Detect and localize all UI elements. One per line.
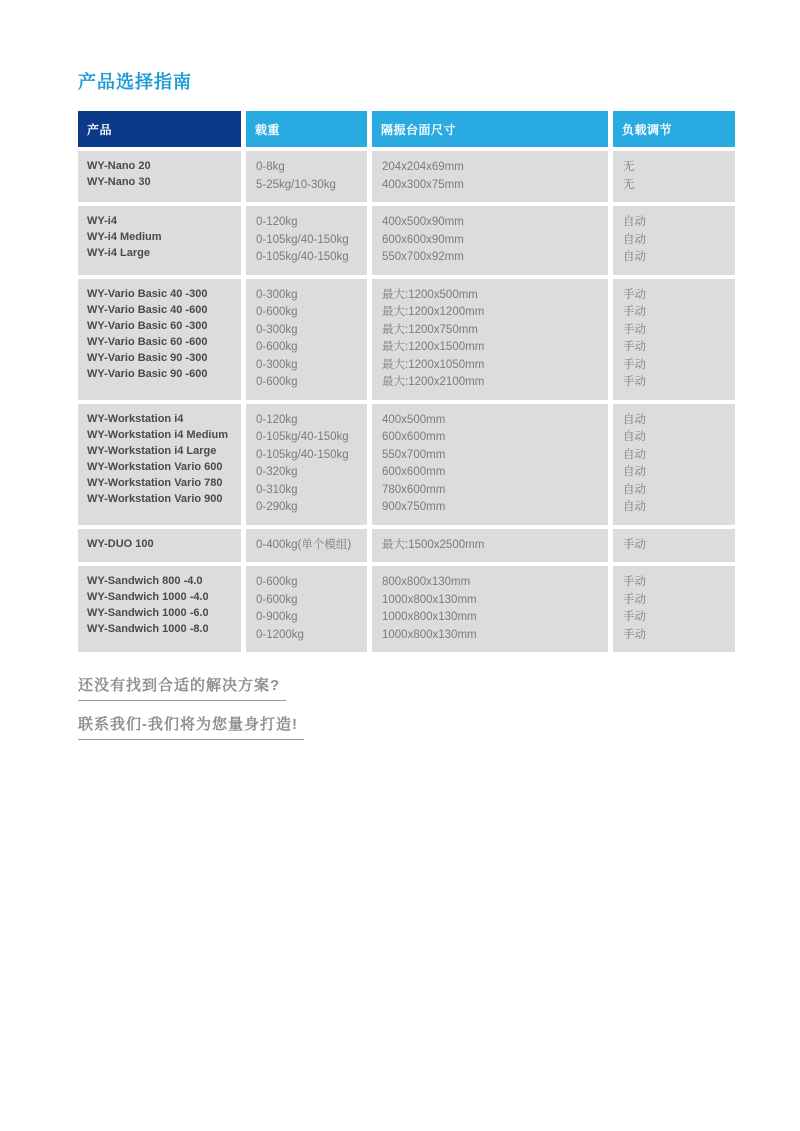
cell-line: 手动: [623, 341, 646, 353]
cell-line: WY-DUO 100: [87, 537, 154, 550]
table-cell-product: [78, 206, 241, 275]
header-load: 载重: [246, 111, 367, 147]
cell-line: 0-105kg/40-150kg: [256, 233, 349, 246]
cell-line: WY-Workstation Vario 780: [87, 476, 223, 489]
cell-line: 1000x800x130mm: [382, 593, 477, 606]
cell-line: WY-Sandwich 1000 -6.0: [87, 607, 209, 619]
cell-line: 900x750mm: [382, 501, 446, 513]
cell-line: 1000x800x130mm: [382, 611, 477, 623]
cell-line: 无: [623, 161, 635, 173]
table-cell-product: [78, 404, 241, 525]
table-cell-load: [246, 206, 367, 275]
table-row: [78, 404, 735, 525]
cell-line: 手动: [623, 358, 646, 371]
header-size: 隔振台面尺寸: [372, 111, 608, 147]
cell-line: WY-Nano 20: [87, 160, 151, 172]
cell-line: 手动: [623, 628, 646, 641]
cell-line: 手动: [623, 538, 646, 551]
table-cell-product: [78, 566, 241, 652]
cta-line-2: [78, 713, 735, 740]
cell-line: WY-Workstation i4 Medium: [87, 428, 228, 441]
cell-line: 0-8kg: [256, 161, 285, 173]
cell-line: 0-320kg: [256, 466, 298, 478]
cell-line: 自动: [623, 233, 646, 246]
cell-line: WY-Nano 30: [87, 176, 151, 188]
cta-block: [78, 674, 735, 740]
cell-line: 自动: [623, 466, 646, 478]
cell-line: 自动: [623, 431, 646, 443]
cell-line: 0-105kg/40-150kg: [256, 431, 349, 443]
table-body: [78, 151, 735, 652]
cell-line: 0-600kg: [256, 593, 298, 606]
cell-line: WY-Workstation Vario 900: [87, 492, 223, 505]
cell-line: WY-Sandwich 1000 -4.0: [87, 591, 209, 603]
cell-line: 0-400kg(单个模组): [256, 538, 352, 551]
table-row: [78, 206, 735, 275]
cta-contact-text: 联系我们-我们将为您量身打造!: [78, 713, 304, 740]
cell-line: WY-Workstation i4: [87, 412, 184, 425]
cell-line: 780x600mm: [382, 483, 446, 496]
cell-line: 最大:1500x2500mm: [382, 538, 485, 551]
cell-line: 0-300kg: [256, 323, 298, 336]
cell-line: 0-600kg: [256, 576, 298, 588]
cell-line: 手动: [623, 593, 646, 606]
table-cell-product: [78, 529, 241, 563]
content-area: [78, 68, 735, 752]
table-cell-size: [372, 566, 608, 652]
table-cell-product: [78, 279, 241, 400]
cell-line: 最大:1200x1200mm: [382, 306, 485, 318]
table-cell-size: [372, 279, 608, 400]
cell-line: 最大:1200x750mm: [382, 323, 478, 336]
cell-line: 0-300kg: [256, 288, 298, 301]
cell-line: 自动: [623, 448, 646, 461]
table-cell-adjust: [613, 151, 735, 202]
cell-line: 自动: [623, 251, 646, 263]
table-cell-product: [78, 151, 241, 202]
table-cell-adjust: [613, 566, 735, 652]
cell-line: 最大:1200x2100mm: [382, 376, 485, 388]
cell-line: WY-i4: [87, 215, 117, 227]
cell-line: 204x204x69mm: [382, 161, 464, 173]
table-header-row: [78, 111, 735, 147]
cell-line: 0-900kg: [256, 611, 298, 623]
cell-line: WY-Vario Basic 90 -600: [87, 367, 208, 380]
cell-line: 自动: [623, 501, 646, 513]
cell-line: 最大:1200x500mm: [382, 288, 478, 301]
table-cell-size: [372, 404, 608, 525]
table-cell-adjust: [613, 404, 735, 525]
table-cell-load: [246, 529, 367, 563]
cell-line: 自动: [623, 216, 646, 228]
table-cell-adjust: [613, 206, 735, 275]
cell-line: 0-120kg: [256, 216, 298, 228]
page-title: 产品选择指南: [78, 72, 192, 92]
table-cell-size: [372, 206, 608, 275]
cell-line: 手动: [623, 611, 646, 623]
cell-line: 0-600kg: [256, 341, 298, 353]
table-cell-load: [246, 404, 367, 525]
cell-line: 1000x800x130mm: [382, 628, 477, 641]
cell-line: WY-Sandwich 800 -4.0: [87, 575, 203, 587]
cell-line: WY-Vario Basic 90 -300: [87, 351, 208, 364]
cell-line: 0-290kg: [256, 501, 298, 513]
cta-line-1: [78, 674, 735, 701]
cell-line: 最大:1200x1050mm: [382, 358, 485, 371]
cell-line: 550x700mm: [382, 448, 446, 461]
cell-line: 自动: [623, 483, 646, 496]
cell-line: 600x600x90mm: [382, 233, 464, 246]
cell-line: 无: [623, 178, 635, 191]
header-product: 产品: [78, 111, 241, 147]
product-selection-table: [78, 111, 735, 652]
table-cell-load: [246, 279, 367, 400]
cell-line: 400x300x75mm: [382, 178, 464, 191]
cell-line: 600x600mm: [382, 431, 446, 443]
table-row: [78, 529, 735, 563]
table-cell-adjust: [613, 279, 735, 400]
header-adjust: 负载调节: [613, 111, 735, 147]
cell-line: 5-25kg/10-30kg: [256, 178, 336, 191]
cell-line: 0-300kg: [256, 358, 298, 371]
table-row: [78, 566, 735, 652]
cell-line: WY-Workstation Vario 600: [87, 460, 223, 473]
cell-line: 自动: [623, 413, 646, 426]
table-cell-size: [372, 529, 608, 563]
cell-line: 0-1200kg: [256, 628, 304, 641]
cell-line: WY-Vario Basic 60 -600: [87, 335, 208, 348]
cell-line: 0-105kg/40-150kg: [256, 448, 349, 461]
cell-line: 手动: [623, 288, 646, 301]
cell-line: 600x600mm: [382, 466, 446, 478]
cell-line: 800x800x130mm: [382, 576, 471, 588]
cell-line: 0-600kg: [256, 376, 298, 388]
table-cell-adjust: [613, 529, 735, 563]
table-cell-load: [246, 151, 367, 202]
table-row: [78, 279, 735, 400]
cell-line: 手动: [623, 323, 646, 336]
table-row: [78, 151, 735, 202]
table-cell-load: [246, 566, 367, 652]
cell-line: WY-i4 Large: [87, 247, 150, 259]
cell-line: 400x500mm: [382, 413, 446, 426]
table-cell-size: [372, 151, 608, 202]
cell-line: WY-Vario Basic 40 -600: [87, 303, 208, 316]
cell-line: 手动: [623, 306, 646, 318]
cell-line: WY-Vario Basic 40 -300: [87, 287, 208, 300]
cell-line: 550x700x92mm: [382, 251, 464, 263]
cell-line: 0-600kg: [256, 306, 298, 318]
cell-line: 最大:1200x1500mm: [382, 341, 485, 353]
cell-line: 0-120kg: [256, 413, 298, 426]
cell-line: 0-105kg/40-150kg: [256, 251, 349, 263]
cell-line: WY-Sandwich 1000 -8.0: [87, 623, 209, 635]
cta-question-text: 还没有找到合适的解决方案?: [78, 674, 286, 701]
cell-line: WY-i4 Medium: [87, 231, 162, 243]
cell-line: 手动: [623, 576, 646, 588]
cell-line: WY-Vario Basic 60 -300: [87, 319, 208, 332]
cell-line: 400x500x90mm: [382, 216, 464, 228]
cell-line: WY-Workstation i4 Large: [87, 444, 217, 457]
cell-line: 手动: [623, 376, 646, 388]
cell-line: 0-310kg: [256, 483, 298, 496]
